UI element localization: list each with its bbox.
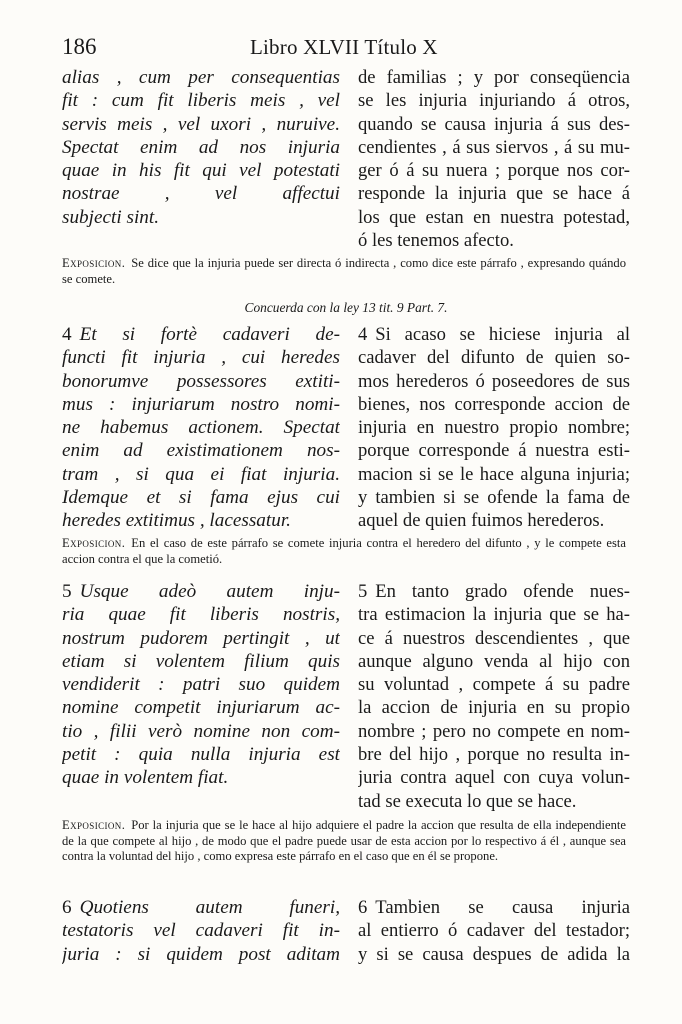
spanish-text-column: [358, 66, 630, 252]
latin-line: heredes extitimus , lacessatur.: [62, 510, 291, 532]
spanish-line: los que estan en nuestra potestad,: [358, 206, 630, 228]
latin-line: tram , si qua ei fiat injuria.: [62, 463, 340, 485]
latin-line: ria quae fit liberis nostris,: [62, 604, 340, 626]
latin-line-text: Et si fortè cadaveri de-: [79, 324, 340, 345]
exposicion-text: Se dice que la injuria puede ser directa ó indirecta , como dice este párrafo , expresando quándo se comete.: [62, 256, 626, 286]
latin-text-column: [62, 896, 340, 966]
spanish-line: ce á nuestros descendientes , que: [358, 627, 630, 649]
section-continuation: [62, 66, 630, 252]
spanish-line: aunque alguno venda al hijo con: [358, 650, 630, 672]
latin-line: functi fit injuria , cui heredes: [62, 347, 340, 369]
latin-line: ne habemus actionem. Spectat: [62, 417, 340, 439]
spanish-line: bre del hijo , porque no resulta in-: [358, 744, 630, 766]
latin-line: quae in volentem fiat.: [62, 767, 229, 789]
latin-line: nostrae , vel affectui: [62, 183, 340, 205]
exposicion-note: [62, 818, 626, 865]
spanish-line: quando se causa injuria á sus des-: [358, 113, 630, 135]
latin-line: bonorumve possessores extiti-: [62, 370, 340, 392]
latin-line: juria : si quidem post aditam: [62, 943, 340, 965]
spanish-line: responde la injuria que se hace á: [358, 183, 630, 205]
spanish-line: cendientes , á sus siervos , á su mu-: [358, 136, 630, 158]
latin-text-column: [62, 580, 340, 790]
latin-line: Spectat enim ad nos injuria: [62, 136, 340, 158]
latin-line: nomine competit injuriarum ac-: [62, 697, 340, 719]
latin-line: fit : cum fit liberis meis , vel: [62, 90, 340, 112]
spanish-line: se les injuria injuriando á otros,: [358, 90, 630, 112]
latin-line: petit : quia nulla injuria est: [62, 744, 340, 766]
paragraph-4: [62, 323, 630, 533]
spanish-text-column: [358, 580, 630, 813]
spanish-line: macion si se le hace alguna injuria;: [358, 463, 630, 485]
latin-line: [62, 896, 340, 919]
spanish-line: juria contra aquel con cuya volun-: [358, 767, 630, 789]
spanish-line-text: Si acaso se hiciese injuria al: [375, 324, 630, 345]
spanish-line: tra estimacion la injuria que se ha-: [358, 604, 630, 626]
latin-line-text: Usque adeò autem inju-: [79, 581, 340, 602]
latin-line: mus : injuriarum nostro nomi-: [62, 393, 340, 415]
latin-line: vendiderit : patri suo quidem: [62, 674, 340, 696]
exposicion-label: Exposicion.: [62, 256, 126, 270]
spanish-line: cadaver del difunto de quien so-: [358, 347, 630, 369]
exposicion-note: [62, 536, 626, 567]
spanish-line: la accion de injuria en su propio: [358, 697, 630, 719]
spanish-line: [358, 896, 630, 919]
spanish-text-column: [358, 323, 630, 533]
latin-line: quae in his fit qui vel potestati: [62, 160, 340, 182]
concordance-note: Concuerda con la ley 13 tit. 9 Part. 7.: [244, 300, 448, 315]
latin-line: [62, 323, 340, 346]
exposicion-text: Por la injuria que se le hace al hijo adquiere el padre la accion que resulta de ella independiente de la que compete al hijo , de modo que el padre puede usar de esta accion por lo respectivo á él , aunque sea contra la voluntad del hijo , como expresa este párrafo en el caso que en él se propone.: [62, 818, 626, 864]
exposicion-note: [62, 256, 626, 287]
latin-line-text: Quotiens autem funeri,: [79, 897, 340, 918]
spanish-line-text: Tambien se causa injuria: [375, 897, 630, 918]
spanish-line: su voluntad , compete á su padre: [358, 674, 630, 696]
latin-line: subjecti sint.: [62, 206, 159, 228]
spanish-line: ó les tenemos afecto.: [358, 230, 514, 252]
paragraph-5: [62, 580, 630, 812]
exposicion-label: Exposicion.: [62, 536, 126, 550]
page-number: 186: [62, 34, 97, 59]
spanish-line: [358, 580, 630, 603]
latin-line: nostrum pudorem pertingit , ut: [62, 627, 340, 649]
page-header: [62, 34, 624, 64]
spanish-line: y si se causa despues de adida la: [358, 943, 630, 965]
paragraph-number: 6: [62, 897, 72, 918]
spanish-line: bienes, nos corresponde accion de: [358, 393, 630, 415]
latin-line: enim ad existimationem nos-: [62, 440, 340, 462]
spanish-line: ger ó á su nuera ; porque nos cor-: [358, 160, 630, 182]
spanish-line: al entierro ó cadaver del testador;: [358, 920, 630, 942]
spanish-line: y tambien si se ofende la fama de: [358, 487, 630, 509]
spanish-line: de familias ; y por conseqüencia: [358, 67, 630, 88]
spanish-line: aquel de quien fuimos herederos.: [358, 510, 605, 532]
latin-line: tio , filii verò nomine non com-: [62, 720, 340, 742]
paragraph-number: 4: [358, 324, 368, 345]
latin-line: testatoris vel cadaveri fit in-: [62, 920, 340, 942]
paragraph-number: 6: [358, 897, 368, 918]
spanish-line-text: En tanto grado ofende nues-: [375, 581, 630, 602]
spanish-line: mos herederos ó poseedores de sus: [358, 370, 630, 392]
latin-line: servis meis , vel uxori , nuruive.: [62, 113, 340, 135]
paragraph-number: 5: [358, 581, 368, 602]
latin-line: etiam si volentem filium quis: [62, 650, 340, 672]
paragraph-number: 4: [62, 324, 72, 345]
latin-text-column: [62, 66, 340, 229]
latin-text-column: [62, 323, 340, 533]
spanish-line: tad se executa lo que se hace.: [358, 790, 577, 812]
latin-line: [62, 580, 340, 603]
exposicion-text: En el caso de este párrafo se comete injuria contra el heredero del difunto , y le compete esta accion contra el que la cometió.: [62, 536, 626, 566]
paragraph-6: [62, 896, 630, 968]
exposicion-label: Exposicion.: [62, 818, 126, 832]
running-title: Libro XLVII Título X: [250, 35, 438, 59]
latin-line: Idemque et si fama ejus cui: [62, 487, 340, 509]
paragraph-number: 5: [62, 581, 72, 602]
spanish-line: injuria en nuestro propio nombre;: [358, 417, 630, 439]
spanish-line: [358, 323, 630, 346]
latin-line: alias , cum per consequentias: [62, 67, 340, 88]
spanish-text-column: [358, 896, 630, 966]
spanish-line: porque corresponde á nuestra esti-: [358, 440, 630, 462]
spanish-line: nombre ; pero no compete en nom-: [358, 720, 630, 742]
